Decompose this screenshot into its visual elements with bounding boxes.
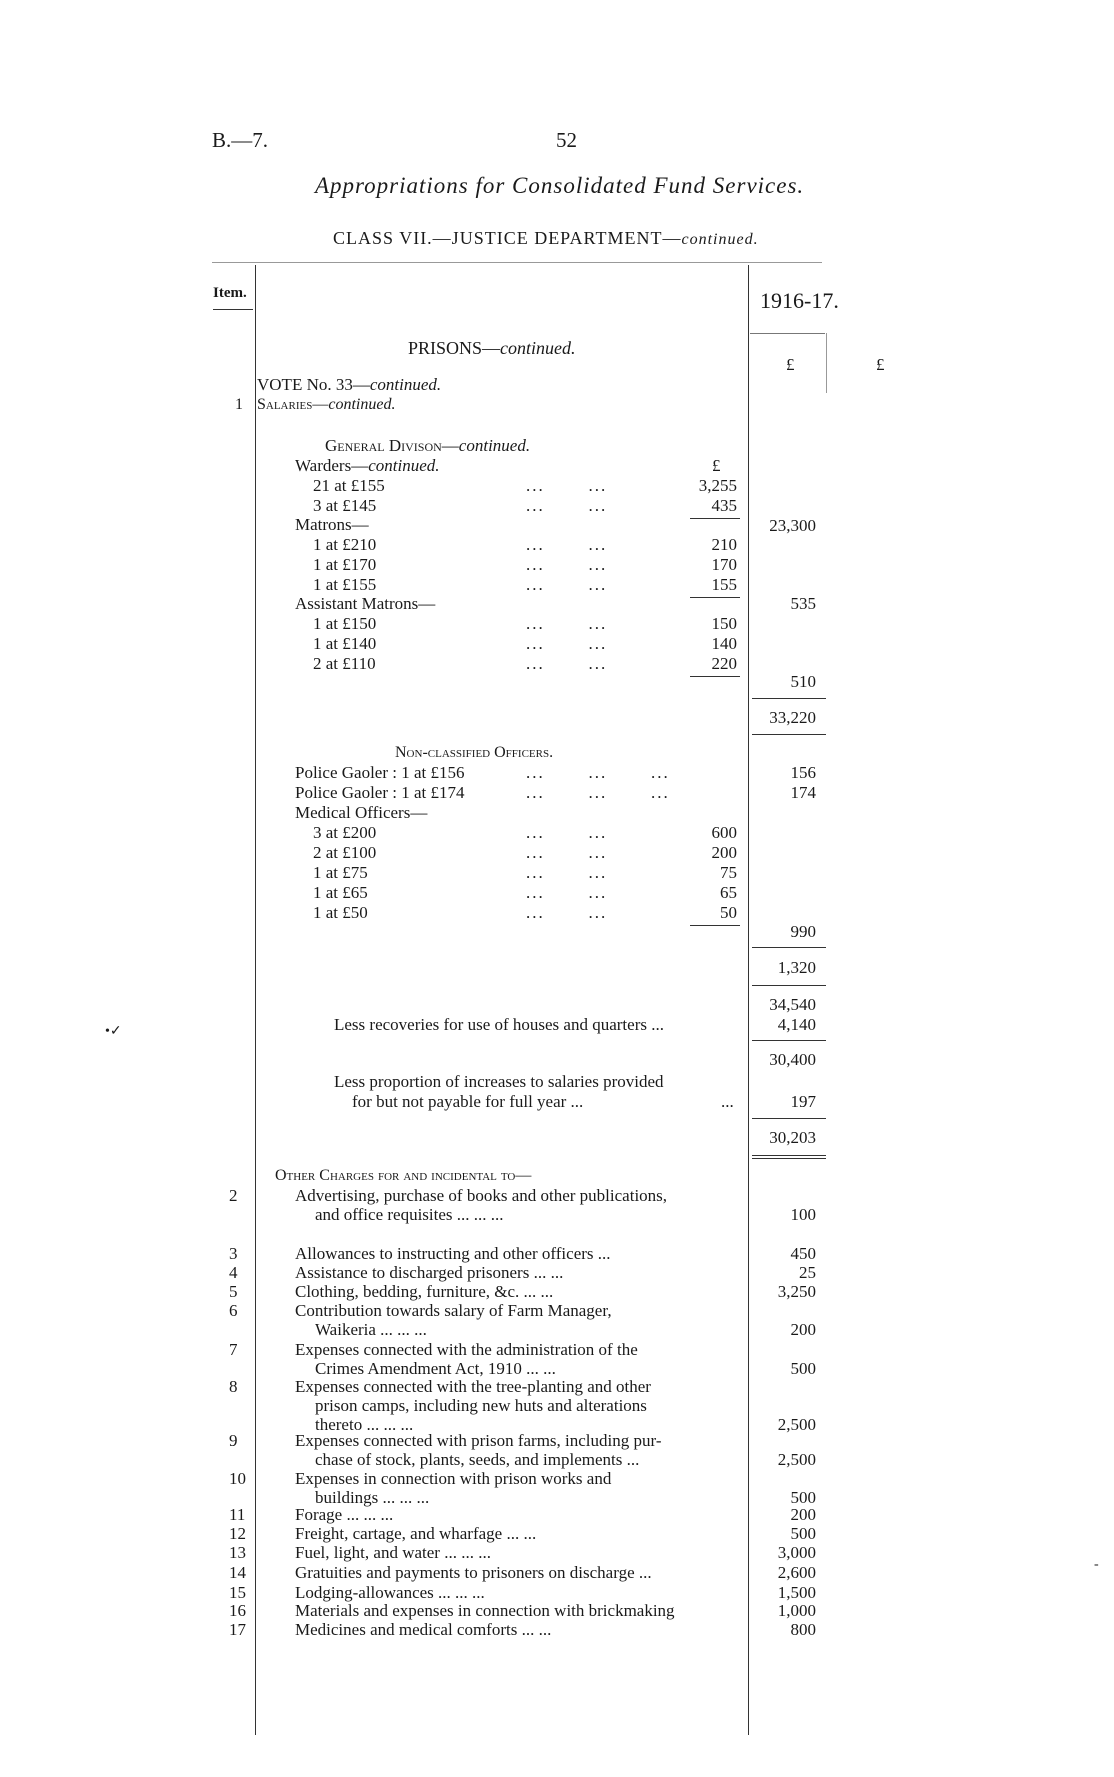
warders-line-1: 21 at £155	[313, 476, 385, 495]
matrons-value-3: 155	[711, 575, 737, 594]
charge-item-description: thereto ... ... ...	[315, 1415, 414, 1434]
leader-dots: ... ...	[526, 555, 608, 574]
medical-value-3: 75	[720, 863, 737, 882]
charge-item-number: 11	[229, 1505, 246, 1524]
charge-item-number: 4	[229, 1263, 238, 1282]
general-division-total: 33,220	[769, 708, 816, 727]
charge-item-number: 14	[229, 1563, 246, 1582]
warders-label-continued: continued.	[368, 456, 440, 475]
charge-item-description: chase of stock, plants, seeds, and implements ...	[315, 1450, 640, 1469]
medical-line-5: 1 at £50	[313, 903, 368, 922]
matrons-total: 535	[790, 594, 816, 613]
charge-item-description: Crimes Amendment Act, 1910 ... ...	[315, 1359, 556, 1378]
pound-column-header-2: £	[876, 355, 885, 374]
recoveries-value: 4,140	[777, 1015, 816, 1034]
class-heading-text: CLASS VII.—JUSTICE DEPARTMENT—	[333, 228, 682, 248]
matrons-line-3: 1 at £155	[313, 575, 377, 594]
charge-item-description: and office requisites ... ... ...	[315, 1205, 504, 1224]
charge-item-value: 500	[790, 1488, 816, 1507]
police-gaoler-2: Police Gaoler : 1 at £174	[295, 783, 465, 802]
item-column-label: Item.	[213, 285, 247, 301]
matrons-line-1: 1 at £210	[313, 535, 377, 554]
charge-item-value: 2,500	[777, 1450, 816, 1469]
charge-item-description: Waikeria ... ... ...	[315, 1320, 427, 1339]
charge-item-description: Allowances to instructing and other officers ...	[295, 1244, 611, 1263]
charge-item-number: 16	[229, 1601, 246, 1620]
class-heading-continued: continued.	[681, 231, 759, 248]
charge-item-description: Expenses connected with the administration of the	[295, 1340, 638, 1359]
warders-value-2: 435	[711, 496, 737, 515]
charge-item-value: 2,500	[777, 1415, 816, 1434]
medical-value-2: 200	[711, 843, 737, 862]
charge-item-number: 9	[229, 1431, 238, 1450]
vote-number-continued: continued.	[369, 375, 442, 394]
year-heading: 1916-17.	[760, 288, 839, 313]
medical-value-4: 65	[720, 883, 737, 902]
medical-line-3: 1 at £75	[313, 863, 368, 882]
charge-item-value: 200	[790, 1505, 816, 1524]
charge-item-number: 3	[229, 1244, 238, 1263]
charge-item-value: 500	[790, 1359, 816, 1378]
medical-line-2: 2 at £100	[313, 843, 377, 862]
charge-item-description: Clothing, bedding, furniture, &c. ... ...	[295, 1282, 554, 1301]
prisons-heading	[408, 338, 576, 359]
medical-total: 990	[790, 922, 816, 941]
charge-item-number: 17	[229, 1620, 246, 1639]
matrons-label: Matrons—	[295, 515, 369, 534]
item-number-1: 1	[235, 396, 243, 413]
assistant-matrons-value-2: 140	[711, 634, 737, 653]
leader-dots: ... ...	[526, 575, 608, 594]
salaries-heading	[257, 396, 395, 414]
assistant-matrons-line-2: 1 at £140	[313, 634, 377, 653]
charge-item-number: 7	[229, 1340, 238, 1359]
proportion-line-1: Less proportion of increases to salaries provided	[334, 1072, 664, 1091]
general-division-heading-continued: continued.	[458, 436, 531, 455]
class-heading	[333, 228, 759, 249]
charge-item-value: 450	[790, 1244, 816, 1263]
leader-dots: ... ...	[526, 634, 608, 653]
leader-dots: ... ...	[526, 863, 608, 882]
leader-dots: ... ...	[526, 654, 608, 673]
leader-dots: ... ...	[526, 476, 608, 495]
charge-item-number: 13	[229, 1543, 246, 1562]
leader-dots: ... ... ...	[526, 783, 670, 802]
charge-item-number: 2	[229, 1186, 238, 1205]
leader-dots: ... ...	[526, 903, 608, 922]
charge-item-value: 200	[790, 1320, 816, 1339]
net-total-1: 30,400	[769, 1050, 816, 1069]
charge-item-description: Gratuities and payments to prisoners on discharge ...	[295, 1563, 652, 1582]
charge-item-value: 3,000	[777, 1543, 816, 1562]
warders-label-text: Warders—	[295, 456, 369, 475]
medical-line-4: 1 at £65	[313, 883, 368, 902]
charge-item-description: Forage ... ... ...	[295, 1505, 394, 1524]
charge-item-description: prison camps, including new huts and alterations	[315, 1396, 647, 1415]
charge-item-value: 100	[790, 1205, 816, 1224]
leader-dots: ... ...	[526, 883, 608, 902]
proportion-dots: ...	[721, 1092, 734, 1111]
leader-dots: ... ...	[526, 496, 608, 515]
matrons-value-1: 210	[711, 535, 737, 554]
salaries-heading-continued: continued.	[328, 396, 396, 413]
assistant-matrons-label: Assistant Matrons—	[295, 594, 436, 613]
net-total-2: 30,203	[769, 1128, 816, 1147]
general-division-heading-text: General Divison—	[325, 436, 459, 455]
charge-item-value: 1,000	[777, 1601, 816, 1620]
charge-item-number: 10	[229, 1469, 246, 1488]
recoveries-label: Less recoveries for use of houses and quarters ...	[334, 1015, 664, 1034]
leader-dots: ... ...	[526, 823, 608, 842]
charge-item-description: Expenses connected with the tree-planting and other	[295, 1377, 651, 1396]
leader-dots: ... ... ...	[526, 763, 670, 782]
charge-item-description: buildings ... ... ...	[315, 1488, 430, 1507]
stray-mark: -	[1094, 1557, 1099, 1572]
assistant-matrons-value-1: 150	[711, 614, 737, 633]
assistant-matrons-total: 510	[790, 672, 816, 691]
charge-item-number: 12	[229, 1524, 246, 1543]
matrons-value-2: 170	[711, 555, 737, 574]
medical-value-5: 50	[720, 903, 737, 922]
vote-number-text: VOTE No. 33—	[257, 375, 370, 394]
matrons-line-2: 1 at £170	[313, 555, 377, 574]
charge-item-value: 2,600	[777, 1563, 816, 1582]
charge-item-number: 5	[229, 1282, 238, 1301]
charge-item-value: 3,250	[777, 1282, 816, 1301]
charge-item-description: Freight, cartage, and wharfage ... ...	[295, 1524, 537, 1543]
charge-item-value: 800	[790, 1620, 816, 1639]
assistant-matrons-value-3: 220	[711, 654, 737, 673]
non-classified-total: 1,320	[777, 958, 816, 977]
proportion-value: 197	[790, 1092, 816, 1111]
charge-item-description: Medicines and medical comforts ... ...	[295, 1620, 552, 1639]
charge-item-description: Contribution towards salary of Farm Manager,	[295, 1301, 612, 1320]
charge-item-description: Lodging-allowances ... ... ...	[295, 1583, 485, 1602]
general-division-pound: £	[712, 456, 721, 475]
document-reference: B.—7.	[212, 128, 269, 152]
charge-item-description: Advertising, purchase of books and other publications,	[295, 1186, 668, 1205]
gross-total: 34,540	[769, 995, 816, 1014]
proportion-line-2: for but not payable for full year ...	[352, 1092, 584, 1111]
medical-line-1: 3 at £200	[313, 823, 377, 842]
charge-item-value: 25	[799, 1263, 816, 1282]
charge-item-description: Assistance to discharged prisoners ... ...	[295, 1263, 564, 1282]
police-gaoler-1-value: 156	[790, 763, 816, 782]
charge-item-description: Expenses in connection with prison works and	[295, 1469, 612, 1488]
charge-item-number: 15	[229, 1583, 246, 1602]
charge-item-description: Fuel, light, and water ... ... ...	[295, 1543, 491, 1562]
charge-item-number: 8	[229, 1377, 238, 1396]
non-classified-heading: Non-classified Officers.	[395, 744, 554, 761]
warders-line-2: 3 at £145	[313, 496, 377, 515]
charge-item-value: 500	[790, 1524, 816, 1543]
warders-total: 23,300	[769, 516, 816, 535]
leader-dots: ... ...	[526, 843, 608, 862]
police-gaoler-1: Police Gaoler : 1 at £156	[295, 763, 465, 782]
assistant-matrons-line-1: 1 at £150	[313, 614, 377, 633]
leader-dots: ... ...	[526, 535, 608, 554]
page-number: 52	[556, 128, 577, 152]
leader-dots: ... ...	[526, 614, 608, 633]
assistant-matrons-line-3: 2 at £110	[313, 654, 376, 673]
medical-value-1: 600	[711, 823, 737, 842]
pound-column-header-1: £	[786, 355, 795, 374]
page-title: Appropriations for Consolidated Fund Services.	[315, 173, 805, 198]
charge-item-description: Expenses connected with prison farms, including pur-	[295, 1431, 662, 1450]
charge-item-value: 1,500	[777, 1583, 816, 1602]
police-gaoler-2-value: 174	[790, 783, 816, 802]
general-division-heading	[325, 436, 530, 456]
salaries-heading-text: Salaries—	[257, 396, 329, 413]
medical-officers-label: Medical Officers—	[295, 803, 428, 822]
warders-value-1: 3,255	[698, 476, 737, 495]
other-charges-heading: Other Charges for and incidental to—	[275, 1167, 532, 1184]
vote-number	[257, 375, 441, 395]
stray-mark: •✓	[105, 1024, 122, 1039]
prisons-heading-continued: continued.	[500, 338, 576, 358]
prisons-heading-text: PRISONS—	[408, 338, 501, 358]
charge-item-number: 6	[229, 1301, 238, 1320]
warders-label	[295, 456, 440, 476]
charge-item-description: Materials and expenses in connection with brickmaking	[295, 1601, 675, 1620]
